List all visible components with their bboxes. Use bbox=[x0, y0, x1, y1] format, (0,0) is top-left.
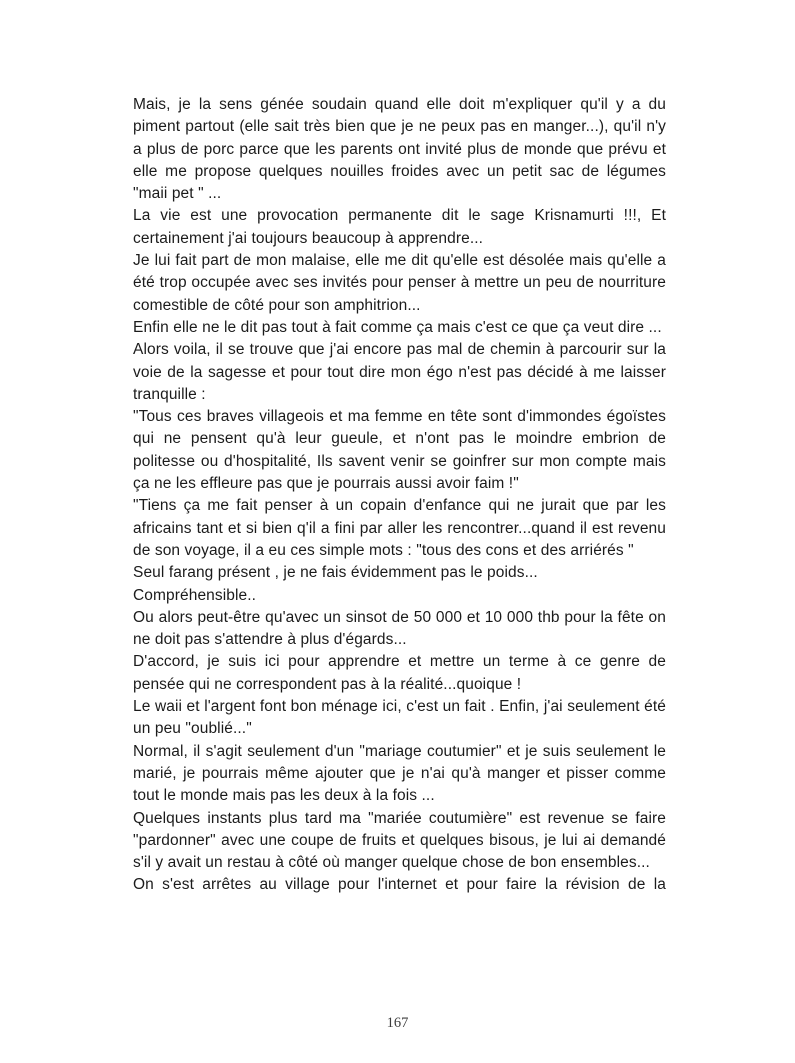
paragraph: Ou alors peut-être qu'avec un sinsot de 50 000 et 10 000 thb pour la fête on ne doit pas s'attendre à plus d'égards... bbox=[133, 608, 666, 649]
paragraph: Normal, il s'agit seulement d'un "mariage coutumier" et je suis seulement le marié, je pourrais même ajouter que je n'ai qu'à manger et pisser comme tout le monde mais pas les deux à la fois ... bbox=[133, 742, 666, 805]
paragraph: D'accord, je suis ici pour apprendre et mettre un terme à ce genre de pensée qui ne correspondent pas à la réalité...quoique ! bbox=[133, 653, 666, 693]
paragraph: "Tiens ça me fait penser à un copain d'enfance qui ne jurait que par les africains tant et si bien q'il a fini par aller les rencontrer...quand il est revenu de son voyage, il a eu ces simple mots : "tous des cons et des arriérés " bbox=[133, 497, 666, 559]
paragraph: Je lui fait part de mon malaise, elle me dit qu'elle est désolée mais qu'elle a été trop occupée avec ses invités pour penser à mettre un peu de nourriture comestible de côté pour son amphitrion... bbox=[133, 252, 666, 314]
paragraph: Mais, je la sens génée soudain quand elle doit m'expliquer qu'il y a du piment partout (elle sait très bien que je ne peux pas en manger...), qu'il n'y a plus de porc parce que les parents ont invité plus de monde que prévu et elle me propose quelques nouilles froides avec un petit sac de légumes "maii pet " ... bbox=[133, 96, 666, 203]
paragraph: Enfin elle ne le dit pas tout à fait comme ça mais c'est ce que ça veut dire ... bbox=[133, 318, 662, 336]
paragraph: Le waii et l'argent font bon ménage ici, c'est un fait . Enfin, j'ai seulement été un peu "oublié..." bbox=[133, 698, 666, 738]
paragraph: "Tous ces braves villageois et ma femme en tête sont d'immondes égoïstes qui ne pensent qu'à leur gueule, et n'ont pas le moindre embrion de politesse ou d'hospitalité, Ils savent venir se goinfrer sur mon compte mais ça ne les effleure pas que je pourrais aussi avoir faim !" bbox=[133, 408, 666, 493]
paragraph: La vie est une provocation permanente dit le sage Krisnamurti !!!, Et certainement j'ai toujours beaucoup à apprendre... bbox=[133, 207, 666, 247]
paragraph: Seul farang présent , je ne fais évidemment pas le poids... bbox=[133, 564, 538, 582]
paragraph: Quelques instants plus tard ma "mariée coutumière" est revenue se faire "pardonner" avec une coupe de fruits et quelques bisous, je lui ai demandé s'il y avait un restau à côté où manger quelque chose de bon ensembles... bbox=[133, 809, 666, 872]
paragraph: Compréhensible.. bbox=[133, 586, 257, 604]
paragraph: On s'est arrêtes au village pour l'internet et pour faire la révision de la bbox=[133, 876, 666, 894]
paragraph: Alors voila, il se trouve que j'ai encore pas mal de chemin à parcourir sur la voie de la sagesse et pour tout dire mon égo n'est pas décidé à me laisser tranquille : bbox=[133, 341, 666, 403]
page-number: 167 bbox=[386, 1015, 409, 1031]
page-text-column bbox=[133, 94, 666, 897]
